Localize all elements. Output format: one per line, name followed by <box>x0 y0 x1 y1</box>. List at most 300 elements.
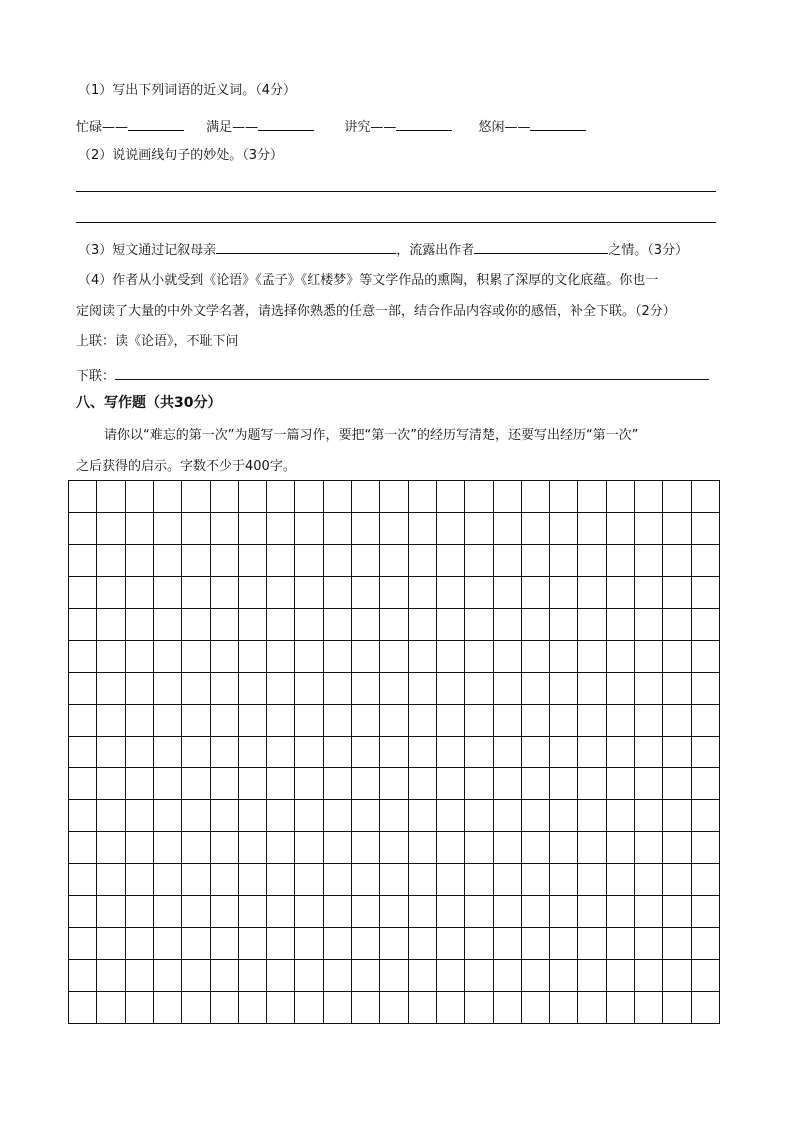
grid-cell[interactable] <box>578 705 606 737</box>
synonym-blank-2[interactable] <box>258 117 314 131</box>
grid-cell[interactable] <box>267 768 295 800</box>
grid-cell[interactable] <box>409 673 437 705</box>
grid-cell[interactable] <box>182 641 210 673</box>
grid-cell[interactable] <box>550 960 578 992</box>
grid-cell[interactable] <box>154 928 182 960</box>
grid-cell[interactable] <box>126 928 154 960</box>
grid-cell[interactable] <box>182 800 210 832</box>
grid-cell[interactable] <box>97 705 125 737</box>
grid-cell[interactable] <box>239 864 267 896</box>
grid-cell[interactable] <box>692 737 720 769</box>
grid-cell[interactable] <box>154 513 182 545</box>
grid-cell[interactable] <box>182 992 210 1024</box>
grid-cell[interactable] <box>182 864 210 896</box>
grid-cell[interactable] <box>607 513 635 545</box>
grid-cell[interactable] <box>295 545 323 577</box>
grid-cell[interactable] <box>267 609 295 641</box>
grid-cell[interactable] <box>607 992 635 1024</box>
grid-cell[interactable] <box>211 896 239 928</box>
grid-cell[interactable] <box>324 545 352 577</box>
grid-cell[interactable] <box>182 705 210 737</box>
grid-cell[interactable] <box>692 992 720 1024</box>
grid-cell[interactable] <box>692 545 720 577</box>
grid-cell[interactable] <box>69 609 97 641</box>
grid-cell[interactable] <box>97 577 125 609</box>
grid-cell[interactable] <box>267 928 295 960</box>
grid-cell[interactable] <box>494 513 522 545</box>
grid-cell[interactable] <box>69 928 97 960</box>
grid-cell[interactable] <box>324 481 352 513</box>
grid-cell[interactable] <box>465 481 493 513</box>
grid-cell[interactable] <box>635 641 663 673</box>
grid-cell[interactable] <box>211 960 239 992</box>
grid-cell[interactable] <box>635 481 663 513</box>
grid-cell[interactable] <box>352 609 380 641</box>
grid-cell[interactable] <box>295 896 323 928</box>
grid-cell[interactable] <box>324 864 352 896</box>
grid-cell[interactable] <box>295 577 323 609</box>
grid-cell[interactable] <box>295 513 323 545</box>
grid-cell[interactable] <box>239 609 267 641</box>
grid-cell[interactable] <box>126 513 154 545</box>
grid-cell[interactable] <box>663 832 691 864</box>
grid-cell[interactable] <box>380 545 408 577</box>
grid-cell[interactable] <box>182 896 210 928</box>
grid-cell[interactable] <box>692 928 720 960</box>
grid-cell[interactable] <box>692 705 720 737</box>
grid-cell[interactable] <box>126 673 154 705</box>
grid-cell[interactable] <box>692 513 720 545</box>
grid-cell[interactable] <box>239 481 267 513</box>
grid-cell[interactable] <box>267 832 295 864</box>
grid-cell[interactable] <box>522 545 550 577</box>
grid-cell[interactable] <box>494 577 522 609</box>
grid-cell[interactable] <box>494 545 522 577</box>
grid-cell[interactable] <box>324 609 352 641</box>
grid-cell[interactable] <box>663 609 691 641</box>
grid-cell[interactable] <box>437 545 465 577</box>
grid-cell[interactable] <box>692 800 720 832</box>
grid-cell[interactable] <box>211 481 239 513</box>
grid-cell[interactable] <box>380 705 408 737</box>
grid-cell[interactable] <box>295 960 323 992</box>
grid-cell[interactable] <box>182 960 210 992</box>
grid-cell[interactable] <box>578 960 606 992</box>
grid-cell[interactable] <box>239 896 267 928</box>
grid-cell[interactable] <box>126 641 154 673</box>
grid-cell[interactable] <box>550 641 578 673</box>
grid-cell[interactable] <box>578 513 606 545</box>
grid-cell[interactable] <box>267 864 295 896</box>
grid-cell[interactable] <box>69 832 97 864</box>
grid-cell[interactable] <box>494 641 522 673</box>
grid-cell[interactable] <box>182 928 210 960</box>
grid-cell[interactable] <box>635 577 663 609</box>
answer-line-2[interactable] <box>76 222 716 223</box>
grid-cell[interactable] <box>635 673 663 705</box>
grid-cell[interactable] <box>635 609 663 641</box>
grid-cell[interactable] <box>352 481 380 513</box>
grid-cell[interactable] <box>211 577 239 609</box>
grid-cell[interactable] <box>126 609 154 641</box>
grid-cell[interactable] <box>607 673 635 705</box>
grid-cell[interactable] <box>607 545 635 577</box>
grid-cell[interactable] <box>267 545 295 577</box>
grid-cell[interactable] <box>324 896 352 928</box>
grid-cell[interactable] <box>239 705 267 737</box>
grid-cell[interactable] <box>550 673 578 705</box>
grid-cell[interactable] <box>295 768 323 800</box>
grid-cell[interactable] <box>239 737 267 769</box>
grid-cell[interactable] <box>437 673 465 705</box>
grid-cell[interactable] <box>635 545 663 577</box>
grid-cell[interactable] <box>380 928 408 960</box>
grid-cell[interactable] <box>494 481 522 513</box>
grid-cell[interactable] <box>465 737 493 769</box>
grid-cell[interactable] <box>692 768 720 800</box>
grid-cell[interactable] <box>494 960 522 992</box>
grid-cell[interactable] <box>69 641 97 673</box>
grid-cell[interactable] <box>324 513 352 545</box>
grid-cell[interactable] <box>437 577 465 609</box>
grid-cell[interactable] <box>154 481 182 513</box>
grid-cell[interactable] <box>550 577 578 609</box>
grid-cell[interactable] <box>182 768 210 800</box>
grid-cell[interactable] <box>211 545 239 577</box>
grid-cell[interactable] <box>211 800 239 832</box>
grid-cell[interactable] <box>437 992 465 1024</box>
grid-cell[interactable] <box>267 896 295 928</box>
grid-cell[interactable] <box>239 768 267 800</box>
grid-cell[interactable] <box>126 800 154 832</box>
synonym-blank-3[interactable] <box>396 117 452 131</box>
grid-cell[interactable] <box>494 864 522 896</box>
grid-cell[interactable] <box>267 737 295 769</box>
grid-cell[interactable] <box>550 992 578 1024</box>
grid-cell[interactable] <box>522 928 550 960</box>
grid-cell[interactable] <box>97 513 125 545</box>
grid-cell[interactable] <box>324 577 352 609</box>
grid-cell[interactable] <box>239 960 267 992</box>
grid-cell[interactable] <box>663 928 691 960</box>
grid-cell[interactable] <box>550 928 578 960</box>
grid-cell[interactable] <box>69 896 97 928</box>
grid-cell[interactable] <box>211 737 239 769</box>
grid-cell[interactable] <box>550 896 578 928</box>
grid-cell[interactable] <box>267 673 295 705</box>
q3-blank-1[interactable] <box>216 240 396 254</box>
grid-cell[interactable] <box>352 960 380 992</box>
grid-cell[interactable] <box>69 768 97 800</box>
grid-cell[interactable] <box>663 992 691 1024</box>
grid-cell[interactable] <box>522 768 550 800</box>
grid-cell[interactable] <box>324 992 352 1024</box>
grid-cell[interactable] <box>154 992 182 1024</box>
grid-cell[interactable] <box>522 481 550 513</box>
grid-cell[interactable] <box>324 960 352 992</box>
grid-cell[interactable] <box>409 800 437 832</box>
grid-cell[interactable] <box>409 864 437 896</box>
grid-cell[interactable] <box>239 832 267 864</box>
grid-cell[interactable] <box>692 896 720 928</box>
grid-cell[interactable] <box>69 960 97 992</box>
grid-cell[interactable] <box>324 928 352 960</box>
grid-cell[interactable] <box>437 864 465 896</box>
grid-cell[interactable] <box>380 609 408 641</box>
grid-cell[interactable] <box>522 737 550 769</box>
grid-cell[interactable] <box>522 609 550 641</box>
grid-cell[interactable] <box>267 800 295 832</box>
grid-cell[interactable] <box>295 481 323 513</box>
grid-cell[interactable] <box>409 513 437 545</box>
grid-cell[interactable] <box>578 832 606 864</box>
grid-cell[interactable] <box>550 545 578 577</box>
grid-cell[interactable] <box>380 800 408 832</box>
grid-cell[interactable] <box>239 800 267 832</box>
grid-cell[interactable] <box>126 577 154 609</box>
grid-cell[interactable] <box>494 896 522 928</box>
q3-blank-2[interactable] <box>474 240 608 254</box>
grid-cell[interactable] <box>239 513 267 545</box>
grid-cell[interactable] <box>352 705 380 737</box>
grid-cell[interactable] <box>692 609 720 641</box>
grid-cell[interactable] <box>663 513 691 545</box>
grid-cell[interactable] <box>635 768 663 800</box>
grid-cell[interactable] <box>69 481 97 513</box>
answer-line-1[interactable] <box>76 191 716 192</box>
grid-cell[interactable] <box>295 641 323 673</box>
grid-cell[interactable] <box>211 864 239 896</box>
grid-cell[interactable] <box>465 832 493 864</box>
grid-cell[interactable] <box>324 832 352 864</box>
grid-cell[interactable] <box>663 896 691 928</box>
grid-cell[interactable] <box>635 832 663 864</box>
grid-cell[interactable] <box>97 832 125 864</box>
grid-cell[interactable] <box>380 641 408 673</box>
grid-cell[interactable] <box>409 545 437 577</box>
grid-cell[interactable] <box>635 737 663 769</box>
grid-cell[interactable] <box>494 705 522 737</box>
grid-cell[interactable] <box>522 641 550 673</box>
grid-cell[interactable] <box>550 832 578 864</box>
grid-cell[interactable] <box>126 960 154 992</box>
grid-cell[interactable] <box>295 800 323 832</box>
grid-cell[interactable] <box>494 673 522 705</box>
grid-cell[interactable] <box>69 577 97 609</box>
grid-cell[interactable] <box>663 481 691 513</box>
grid-cell[interactable] <box>97 545 125 577</box>
grid-cell[interactable] <box>154 896 182 928</box>
grid-cell[interactable] <box>607 577 635 609</box>
grid-cell[interactable] <box>267 992 295 1024</box>
grid-cell[interactable] <box>465 928 493 960</box>
grid-cell[interactable] <box>692 864 720 896</box>
grid-cell[interactable] <box>550 481 578 513</box>
grid-cell[interactable] <box>409 705 437 737</box>
grid-cell[interactable] <box>522 960 550 992</box>
grid-cell[interactable] <box>437 705 465 737</box>
grid-cell[interactable] <box>154 705 182 737</box>
grid-cell[interactable] <box>126 864 154 896</box>
grid-cell[interactable] <box>465 545 493 577</box>
grid-cell[interactable] <box>182 832 210 864</box>
grid-cell[interactable] <box>550 513 578 545</box>
grid-cell[interactable] <box>437 928 465 960</box>
grid-cell[interactable] <box>692 673 720 705</box>
grid-cell[interactable] <box>494 609 522 641</box>
grid-cell[interactable] <box>635 800 663 832</box>
grid-cell[interactable] <box>97 896 125 928</box>
grid-cell[interactable] <box>578 641 606 673</box>
grid-cell[interactable] <box>352 864 380 896</box>
grid-cell[interactable] <box>211 609 239 641</box>
grid-cell[interactable] <box>380 992 408 1024</box>
grid-cell[interactable] <box>409 641 437 673</box>
grid-cell[interactable] <box>324 673 352 705</box>
grid-cell[interactable] <box>607 832 635 864</box>
grid-cell[interactable] <box>692 577 720 609</box>
grid-cell[interactable] <box>182 481 210 513</box>
grid-cell[interactable] <box>692 960 720 992</box>
grid-cell[interactable] <box>97 800 125 832</box>
grid-cell[interactable] <box>635 928 663 960</box>
grid-cell[interactable] <box>578 768 606 800</box>
grid-cell[interactable] <box>295 609 323 641</box>
grid-cell[interactable] <box>607 641 635 673</box>
grid-cell[interactable] <box>465 800 493 832</box>
grid-cell[interactable] <box>211 928 239 960</box>
grid-cell[interactable] <box>352 641 380 673</box>
grid-cell[interactable] <box>352 992 380 1024</box>
grid-cell[interactable] <box>550 800 578 832</box>
grid-cell[interactable] <box>663 800 691 832</box>
grid-cell[interactable] <box>578 737 606 769</box>
grid-cell[interactable] <box>126 832 154 864</box>
grid-cell[interactable] <box>635 513 663 545</box>
grid-cell[interactable] <box>550 705 578 737</box>
grid-cell[interactable] <box>607 864 635 896</box>
grid-cell[interactable] <box>97 737 125 769</box>
grid-cell[interactable] <box>578 545 606 577</box>
grid-cell[interactable] <box>607 609 635 641</box>
grid-cell[interactable] <box>126 768 154 800</box>
grid-cell[interactable] <box>465 992 493 1024</box>
grid-cell[interactable] <box>409 832 437 864</box>
grid-cell[interactable] <box>607 768 635 800</box>
grid-cell[interactable] <box>494 768 522 800</box>
grid-cell[interactable] <box>465 577 493 609</box>
grid-cell[interactable] <box>635 992 663 1024</box>
grid-cell[interactable] <box>267 513 295 545</box>
grid-cell[interactable] <box>663 673 691 705</box>
grid-cell[interactable] <box>380 673 408 705</box>
grid-cell[interactable] <box>380 864 408 896</box>
grid-cell[interactable] <box>522 832 550 864</box>
grid-cell[interactable] <box>69 513 97 545</box>
grid-cell[interactable] <box>578 609 606 641</box>
grid-cell[interactable] <box>69 800 97 832</box>
grid-cell[interactable] <box>465 768 493 800</box>
grid-cell[interactable] <box>182 737 210 769</box>
grid-cell[interactable] <box>295 992 323 1024</box>
grid-cell[interactable] <box>692 641 720 673</box>
grid-cell[interactable] <box>522 577 550 609</box>
grid-cell[interactable] <box>550 768 578 800</box>
grid-cell[interactable] <box>578 928 606 960</box>
grid-cell[interactable] <box>380 768 408 800</box>
grid-cell[interactable] <box>295 864 323 896</box>
grid-cell[interactable] <box>607 705 635 737</box>
grid-cell[interactable] <box>437 737 465 769</box>
grid-cell[interactable] <box>97 481 125 513</box>
grid-cell[interactable] <box>380 513 408 545</box>
grid-cell[interactable] <box>578 896 606 928</box>
grid-cell[interactable] <box>578 673 606 705</box>
grid-cell[interactable] <box>550 864 578 896</box>
grid-cell[interactable] <box>380 577 408 609</box>
grid-cell[interactable] <box>380 737 408 769</box>
grid-cell[interactable] <box>437 800 465 832</box>
grid-cell[interactable] <box>69 705 97 737</box>
grid-cell[interactable] <box>409 609 437 641</box>
grid-cell[interactable] <box>69 864 97 896</box>
grid-cell[interactable] <box>465 896 493 928</box>
grid-cell[interactable] <box>154 577 182 609</box>
grid-cell[interactable] <box>494 928 522 960</box>
grid-cell[interactable] <box>126 737 154 769</box>
grid-cell[interactable] <box>663 960 691 992</box>
grid-cell[interactable] <box>267 577 295 609</box>
grid-cell[interactable] <box>239 673 267 705</box>
grid-cell[interactable] <box>409 960 437 992</box>
grid-cell[interactable] <box>663 737 691 769</box>
grid-cell[interactable] <box>663 768 691 800</box>
grid-cell[interactable] <box>352 577 380 609</box>
grid-cell[interactable] <box>465 641 493 673</box>
grid-cell[interactable] <box>211 992 239 1024</box>
grid-cell[interactable] <box>578 992 606 1024</box>
grid-cell[interactable] <box>154 545 182 577</box>
grid-cell[interactable] <box>154 609 182 641</box>
grid-cell[interactable] <box>182 545 210 577</box>
grid-cell[interactable] <box>663 577 691 609</box>
grid-cell[interactable] <box>267 960 295 992</box>
grid-cell[interactable] <box>692 481 720 513</box>
grid-cell[interactable] <box>465 513 493 545</box>
grid-cell[interactable] <box>465 864 493 896</box>
grid-cell[interactable] <box>522 992 550 1024</box>
grid-cell[interactable] <box>522 673 550 705</box>
grid-cell[interactable] <box>211 768 239 800</box>
grid-cell[interactable] <box>69 673 97 705</box>
grid-cell[interactable] <box>69 737 97 769</box>
grid-cell[interactable] <box>465 705 493 737</box>
grid-cell[interactable] <box>126 481 154 513</box>
grid-cell[interactable] <box>211 641 239 673</box>
grid-cell[interactable] <box>437 896 465 928</box>
grid-cell[interactable] <box>663 641 691 673</box>
grid-cell[interactable] <box>154 673 182 705</box>
grid-cell[interactable] <box>324 641 352 673</box>
grid-cell[interactable] <box>607 800 635 832</box>
grid-cell[interactable] <box>239 545 267 577</box>
grid-cell[interactable] <box>437 768 465 800</box>
grid-cell[interactable] <box>465 673 493 705</box>
grid-cell[interactable] <box>295 832 323 864</box>
grid-cell[interactable] <box>663 545 691 577</box>
grid-cell[interactable] <box>97 641 125 673</box>
grid-cell[interactable] <box>494 800 522 832</box>
